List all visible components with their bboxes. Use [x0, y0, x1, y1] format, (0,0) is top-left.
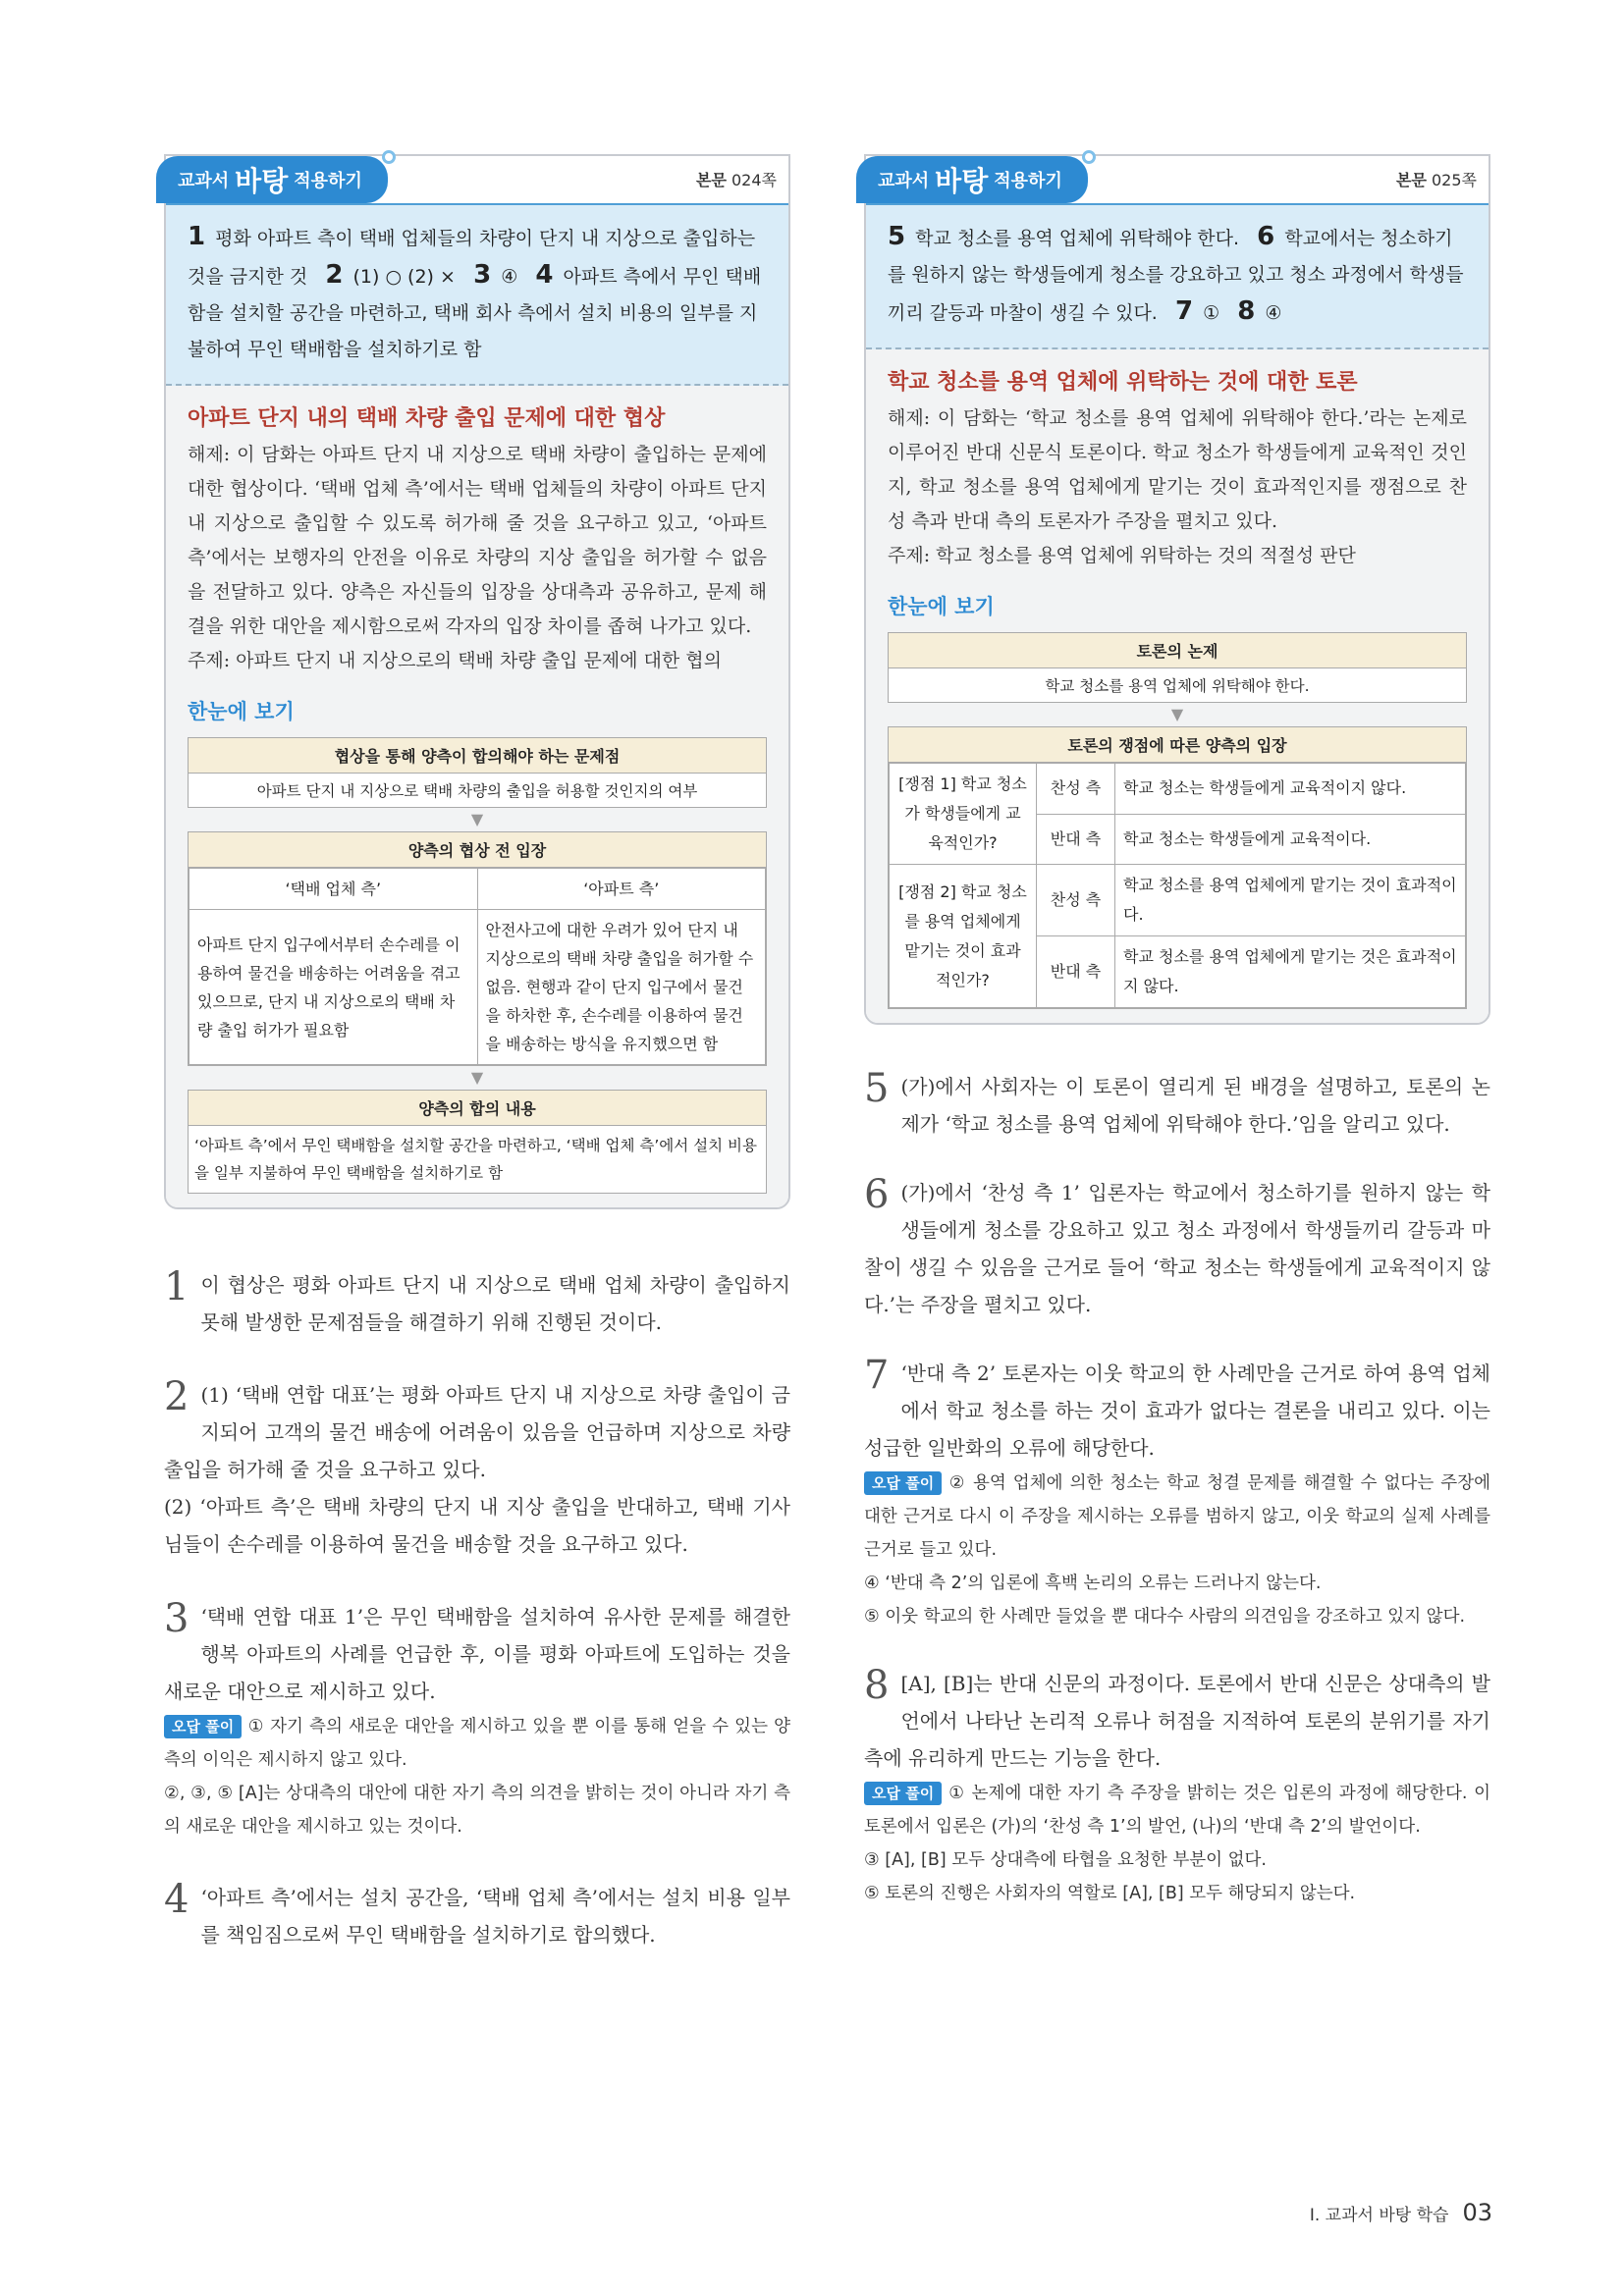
theme-text: 주제: 아파트 단지 내 지상으로의 택배 차량 출입 문제에 대한 협의 — [188, 650, 723, 671]
positions-title: 양측의 협상 전 입장 — [189, 832, 766, 868]
footer-section-label: I. 교과서 바탕 학습 — [1309, 2206, 1449, 2225]
answer-text: (1) ○ (2) × — [352, 266, 456, 288]
issue-cell: [쟁점 2] 학교 청소를 용역 업체에게 맡기는 것이 효과적인가? — [890, 865, 1037, 1008]
side-cell: 찬성 측 — [1037, 865, 1115, 936]
answer-number: 7 — [1174, 296, 1194, 326]
stance-cell: 학교 청소를 용역 업체에게 맡기는 것이 효과적이다. — [1115, 865, 1466, 936]
wrong-answer-text: ⑤ 이웃 학교의 한 사례만 들었을 뿐 대다수 사람의 의견임을 강조하고 있지 않다. — [864, 1607, 1466, 1627]
positions-table — [189, 868, 766, 1065]
badge-text-3: 적용하기 — [294, 171, 362, 191]
positions-box — [188, 831, 767, 1066]
debate-box — [888, 726, 1467, 1009]
agreement-body: ‘아파트 측’에서 무인 택배함을 설치할 공간을 마련하고, ‘택배 업체 측’에서 설치 비용을 일부 지불하여 무인 택배함을 설치하기로 함 — [194, 1137, 757, 1182]
item-1 — [164, 1266, 790, 1341]
wrong-answer-text: ① 논제에 대한 자기 측 주장을 밝히는 것은 입론의 과정에 해당한다. 이 토론에서 입론은 (가)의 ‘찬성 측 1’의 발언, (나)의 ‘반대 측 2’의 발언이다. — [864, 1784, 1490, 1837]
item-text: (가)에서 ‘찬성 측 1’ 입론자는 학교에서 청소하기를 원하지 않는 학생들에게 청소를 강요하고 있고 청소 과정에서 학생들끼리 갈등과 마찰이 생길 수 있음을 근거로 들어 ‘학교 청소는 학생들에게 교육적이지 않다.’는 주장을 펼치고 있다. — [864, 1181, 1490, 1316]
glance-heading: 한눈에 보기 — [888, 595, 995, 618]
page-reference — [696, 168, 777, 190]
position-cell: 아파트 단지 입구에서부터 손수레를 이용하여 물건을 배송하는 어려움을 겪고 있으므로, 단지 내 지상으로의 택배 차량 출입 허가가 필요함 — [189, 910, 478, 1065]
wrong-answer-text: ④ ‘반대 측 2’의 입론에 흑백 논리의 오류는 드러나지 않는다. — [864, 1574, 1322, 1593]
item-number: 4 — [164, 1877, 189, 1922]
answer-number: 2 — [325, 260, 344, 290]
page-reference — [1396, 168, 1477, 190]
item-number: 3 — [164, 1596, 189, 1641]
item-text: ‘아파트 측’에서는 설치 공간을, ‘택배 업체 측’에서는 설치 비용 일부를 책임짐으로써 무인 택배함을 설치하기로 합의했다. — [200, 1886, 790, 1947]
side-cell: 찬성 측 — [1037, 764, 1115, 815]
answer-text: ① — [1203, 302, 1220, 324]
wrong-answer-note-8 — [864, 1777, 1490, 1910]
item-7 — [864, 1355, 1490, 1467]
wrong-answer-tag: 오답 풀이 — [164, 1715, 242, 1738]
textbook-badge — [856, 156, 1088, 203]
wrong-answer-text: ⑤ 토론의 진행은 사회자의 역할로 [A], [B] 모두 해당되지 않는다. — [864, 1884, 1356, 1903]
right-panel — [864, 154, 1490, 1025]
textbook-badge — [156, 156, 388, 203]
answer-number: 1 — [188, 222, 206, 251]
down-arrow-icon: ▼ — [470, 1068, 484, 1087]
badge-text-3: 적용하기 — [994, 171, 1062, 191]
page-number: 03 — [1462, 2199, 1492, 2226]
item-6 — [864, 1174, 1490, 1323]
item-text: (가)에서 사회자는 이 토론이 열리게 된 배경을 설명하고, 토론의 논제가 ‘학교 청소를 용역 업체에 위탁해야 한다.’임을 알리고 있다. — [900, 1075, 1490, 1136]
item-text: ‘택배 연합 대표 1’은 무인 택배함을 설치하여 유사한 문제를 해결한 행복 아파트의 사례를 언급한 후, 이를 평화 아파트에 도입하는 것을 새로운 대안으로 제시하고 있다. — [164, 1605, 790, 1703]
issue-box-title: 협상을 통해 양측이 합의해야 하는 문제점 — [189, 738, 766, 774]
badge-text-1: 교과서 — [878, 171, 930, 191]
stance-cell: 학교 청소는 학생들에게 교육적이지 않다. — [1115, 764, 1466, 815]
down-arrow-icon: ▼ — [470, 810, 484, 828]
page-ref-number: 024쪽 — [726, 171, 777, 189]
side-cell: 반대 측 — [1037, 936, 1115, 1008]
answer-text: ④ — [501, 266, 518, 288]
item-text: [A], [B]는 반대 신문의 과정이다. 토론에서 반대 신문은 상대측의 발언에서 나타난 논리적 오류나 허점을 지적하여 토론의 분위기를 자기 측에 유리하게 만드는 기능을 한다. — [864, 1672, 1490, 1770]
debate-table — [889, 763, 1466, 1008]
left-panel — [164, 154, 790, 1209]
answer-text: 학교 청소를 용역 업체에 위탁해야 한다. — [915, 228, 1240, 249]
topic-box — [888, 632, 1467, 703]
page-footer — [1310, 2199, 1492, 2226]
explanation-text: 해제: 이 담화는 ‘학교 청소를 용역 업체에 위탁해야 한다.’라는 논제로 이루어진 반대 신문식 토론이다. 학교 청소가 학생들에게 교육적인 것인지, 학교 청소를 용역 업체에게 맡기는 것이 효과적인지를 쟁점으로 찬성 측과 반대 측의 토론자가 주장을 펼치고 있다. — [888, 407, 1467, 532]
explanation-text: 해제: 이 담화는 아파트 단지 내 지상으로 택배 차량이 출입하는 문제에 대한 협상이다. ‘택배 업체 측’에서는 택배 업체들의 차량이 아파트 단지 내 지상으로 출입할 수 있도록 허가해 줄 것을 요구하고 있고, ‘아파트 측’에서는 보행자의 안전을 이유로 차량의 지상 출입을 허가할 수 없음을 전달하고 있다. 양측은 자신들의 입장을 상대측과 공유하고, 문제 해결을 위한 대안을 제시함으로써 각자의 입장 차이를 좁혀 나가고 있다. — [188, 444, 767, 637]
section-heading: 아파트 단지 내의 택배 차량 출입 문제에 대한 협상 — [188, 406, 666, 431]
page-ref-label: 본문 — [695, 171, 727, 189]
theme-text: 주제: 학교 청소를 용역 업체에 위탁하는 것의 적절성 판단 — [888, 545, 1356, 566]
badge-text-2: 바탕 — [935, 165, 989, 197]
answer-number: 8 — [1237, 296, 1256, 326]
answer-block — [866, 205, 1489, 349]
left-panel-header — [166, 156, 788, 205]
wrong-answer-note-3 — [164, 1710, 790, 1843]
item-8 — [864, 1665, 1490, 1777]
stance-cell: 학교 청소를 용역 업체에게 맡기는 것은 효과적이지 않다. — [1115, 936, 1466, 1008]
item-text: (1) ‘택배 연합 대표’는 평화 아파트 단지 내 지상으로 차량 출입이 금지되어 고객의 물건 배송에 어려움이 있음을 언급하며 지상으로 차량 출입을 허가해 줄 것을 요구하고 있다. — [164, 1383, 790, 1481]
item-number: 8 — [864, 1663, 890, 1708]
item-text: ‘반대 측 2’ 토론자는 이웃 학교의 한 사례만을 근거로 하여 용역 업체에서 학교 청소를 하는 것이 효과가 없다는 결론을 내리고 있다. 이는 성급한 일반화의 오류에 해당한다. — [864, 1362, 1490, 1460]
side-cell: 반대 측 — [1037, 814, 1115, 865]
item-number: 6 — [864, 1172, 890, 1217]
answer-number: 5 — [888, 222, 906, 251]
wrong-answer-tag: 오답 풀이 — [864, 1782, 942, 1805]
issue-cell: [쟁점 1] 학교 청소가 학생들에게 교육적인가? — [890, 764, 1037, 865]
debate-title: 토론의 쟁점에 따른 양측의 입장 — [889, 727, 1466, 763]
answer-number: 3 — [473, 260, 492, 290]
wrong-answer-text: ② 용역 업체에 의한 청소는 학교 청결 문제를 해결할 수 없다는 주장에 대한 근거로 다시 이 주장을 제시하는 오류를 범하지 않고, 이웃 학교의 실제 사례를 근거로 들고 있다. — [864, 1473, 1490, 1560]
wrong-answer-tag: 오답 풀이 — [864, 1471, 942, 1495]
down-arrow-icon: ▼ — [1170, 705, 1184, 723]
item-4 — [164, 1879, 790, 1953]
item-2 — [164, 1376, 790, 1563]
issue-box — [188, 737, 767, 808]
glance-heading: 한눈에 보기 — [188, 700, 295, 723]
item-text: (2) ‘아파트 측’은 택배 차량의 단지 내 지상 출입을 반대하고, 택배 기사님들이 손수레를 이용하여 물건을 배송할 것을 요구하고 있다. — [164, 1495, 790, 1556]
answer-text: ④ — [1265, 302, 1282, 324]
left-column — [164, 154, 790, 1953]
badge-dot-icon — [1082, 150, 1096, 164]
section-heading: 학교 청소를 용역 업체에 위탁하는 것에 대한 토론 — [888, 370, 1358, 395]
wrong-answer-text: ③ [A], [B] 모두 상대측에 타협을 요청한 부분이 없다. — [864, 1850, 1267, 1870]
badge-text-2: 바탕 — [235, 165, 289, 197]
answer-number: 6 — [1257, 222, 1275, 251]
stance-cell: 학교 청소는 학생들에게 교육적이다. — [1115, 814, 1466, 865]
answer-block — [166, 205, 788, 386]
item-number: 1 — [164, 1264, 189, 1309]
item-number: 2 — [164, 1374, 189, 1419]
item-3 — [164, 1598, 790, 1710]
agreement-title: 양측의 합의 내용 — [189, 1091, 766, 1126]
explanation-block — [866, 349, 1489, 1023]
page-ref-label: 본문 — [1395, 171, 1427, 189]
answer-text: 학교에서는 청소하기를 원하지 않는 학생들에게 청소를 강요하고 있고 청소 과정에서 학생들끼리 갈등과 마찰이 생길 수 있다. — [888, 228, 1464, 324]
answer-text: 평화 아파트 측이 택배 업체들의 차량이 단지 내 지상으로 출입하는 것을 금지한 것 — [188, 228, 756, 288]
wrong-answer-note-7 — [864, 1467, 1490, 1633]
badge-text-1: 교과서 — [178, 171, 230, 191]
right-panel-header — [866, 156, 1489, 205]
item-5 — [864, 1068, 1490, 1143]
topic-box-body: 학교 청소를 용역 업체에 위탁해야 한다. — [1045, 677, 1310, 695]
position-header: ‘아파트 측’ — [477, 869, 766, 910]
position-header: ‘택배 업체 측’ — [189, 869, 478, 910]
item-number: 7 — [864, 1353, 890, 1398]
item-number: 5 — [864, 1066, 890, 1111]
topic-box-title: 토론의 논제 — [889, 633, 1466, 668]
item-text: 이 협상은 평화 아파트 단지 내 지상으로 택배 업체 차량이 출입하지 못해 발생한 문제점들을 해결하기 위해 진행된 것이다. — [200, 1273, 790, 1334]
issue-box-body: 아파트 단지 내 지상으로 택배 차량의 출입을 허용할 것인지의 여부 — [256, 782, 698, 800]
agreement-box — [188, 1090, 767, 1194]
explanation-block — [166, 386, 788, 1207]
wrong-answer-text: ① 자기 측의 새로운 대안을 제시하고 있을 뿐 이를 통해 얻을 수 있는 양측의 이익은 제시하지 않고 있다. — [164, 1717, 790, 1770]
badge-dot-icon — [382, 150, 396, 164]
right-column — [864, 154, 1490, 1910]
answer-number: 4 — [535, 260, 554, 290]
page-ref-number: 025쪽 — [1426, 171, 1477, 189]
wrong-answer-text: ②, ③, ⑤ [A]는 상대측의 대안에 대한 자기 측의 의견을 밝히는 것이 아니라 자기 측의 새로운 대안을 제시하고 있는 것이다. — [164, 1784, 790, 1837]
answer-text: 아파트 측에서 무인 택배함을 설치할 공간을 마련하고, 택배 회사 측에서 설치 비용의 일부를 지불하여 무인 택배함을 설치하기로 함 — [188, 266, 762, 360]
position-cell: 안전사고에 대한 우려가 있어 단지 내 지상으로의 택배 차량 출입을 허가할 수 없음. 현행과 같이 단지 입구에서 물건을 하차한 후, 손수레를 이용하여 물건을 배송하는 방식을 유지했으면 함 — [477, 910, 766, 1065]
